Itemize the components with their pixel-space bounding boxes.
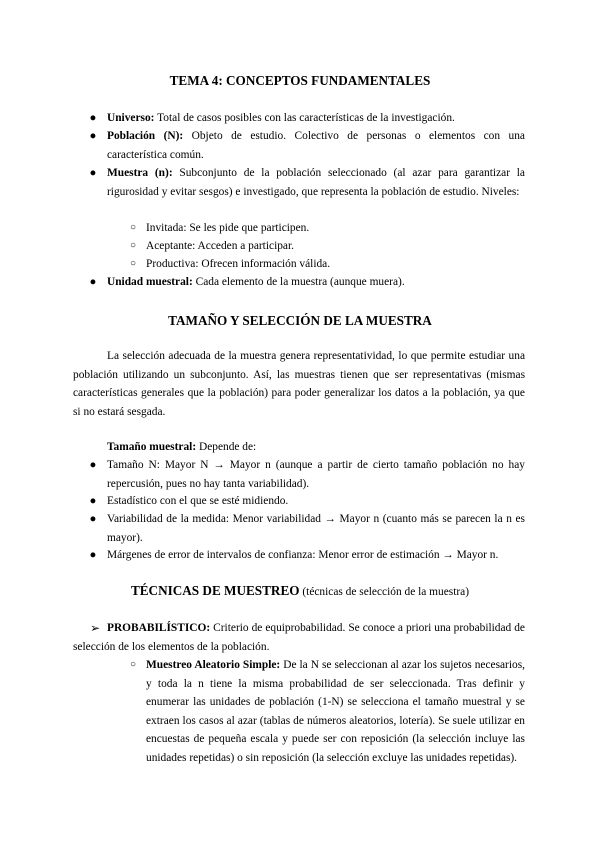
term-unidad-muestral: Unidad muestral: bbox=[107, 276, 193, 288]
list-item bbox=[107, 127, 525, 164]
bullet-icon: ● bbox=[89, 112, 97, 124]
section-title-tamano: TAMAÑO Y SELECCIÓN DE LA MUESTRA bbox=[168, 313, 432, 328]
bullet-icon: ● bbox=[89, 495, 97, 507]
mas-label: Muestreo Aleatorio Simple: bbox=[146, 659, 281, 671]
level-item: Productiva: Ofrecen información válida. bbox=[146, 258, 331, 270]
list-item: Estadístico con el que se esté midiendo. bbox=[107, 495, 289, 507]
bullet-icon: ● bbox=[89, 130, 97, 142]
bullet-icon: ● bbox=[89, 167, 97, 179]
bullet-icon: ● bbox=[89, 276, 97, 288]
list-item bbox=[107, 109, 525, 128]
circle-bullet-icon: ○ bbox=[129, 659, 137, 670]
sample-size-heading bbox=[107, 438, 256, 457]
probabilistic-paragraph bbox=[73, 619, 525, 656]
bullet-icon: ● bbox=[89, 513, 97, 525]
section-title-tecnicas-bold: TÉCNICAS DE MUESTREO bbox=[130, 583, 300, 598]
list-item: Tamaño N: Mayor N → Mayor n (aunque a partir de cierto tamaño población no hay repercusión, pues no hay tanta variabilidad). bbox=[107, 459, 525, 490]
list-item: Márgenes de error de intervalos de confianza: Menor error de estimación → Mayor n. bbox=[107, 549, 499, 561]
mas-text: De la N se seleccionan al azar los sujetos necesarios, y toda la n tiene la misma probabilidad de ser seleccionada. Tras definir y enumerar las unidades de población (1-N) se selecciona el tamaño muestral y se extraen los casos al azar (tablas de números aleatorios, lotería). Se suele utilizar en encuestas de pequeña escala y puede ser con reposición (la selección incluye las unidades repetidas) o sin reposición (la selección excluye las unidades repetidas). bbox=[146, 659, 525, 764]
probabilistic-label: PROBABILÍSTICO: bbox=[107, 622, 211, 634]
term-poblacion: Población (N): bbox=[107, 130, 184, 142]
sample-size-label: Tamaño muestral: bbox=[107, 441, 197, 453]
page-title: TEMA 4: CONCEPTOS FUNDAMENTALES bbox=[169, 73, 431, 88]
circle-bullet-icon: ○ bbox=[129, 258, 137, 269]
probabilistic-text: Criterio de equiprobabilidad. Se conoce a priori una probabilidad de selección de los elementos de la población. bbox=[73, 622, 525, 653]
section-title-tecnicas bbox=[0, 582, 600, 602]
list-item: Variabilidad de la medida: Menor variabilidad → Mayor n (cuanto más se parecen la n es mayor). bbox=[107, 513, 525, 544]
definition-universo: Total de casos posibles con las características de la investigación. bbox=[154, 112, 455, 124]
list-item bbox=[107, 273, 525, 292]
level-item: Invitada: Se les pide que participen. bbox=[146, 222, 310, 234]
circle-bullet-icon: ○ bbox=[129, 222, 137, 233]
definition-poblacion: Objeto de estudio. Colectivo de personas o elementos con una característica común. bbox=[107, 130, 525, 161]
definition-unidad-muestral: Cada elemento de la muestra (aunque muera). bbox=[192, 276, 405, 288]
section-title-tecnicas-note: (técnicas de selección de la muestra) bbox=[299, 586, 470, 598]
definition-muestra: Subconjunto de la población seleccionado (al azar para garantizar la rigurosidad y evitar sesgos) e investigado, que representa la población de estudio. Niveles: bbox=[107, 167, 525, 198]
bullet-icon: ● bbox=[89, 549, 97, 561]
mas-paragraph bbox=[146, 656, 525, 767]
term-universo: Universo: bbox=[107, 112, 155, 124]
term-muestra: Muestra (n): bbox=[107, 167, 173, 179]
level-item: Aceptante: Acceden a participar. bbox=[146, 240, 294, 252]
intro-paragraph: La selección adecuada de la muestra genera representatividad, lo que permite estudiar una población utilizando un subconjunto. Así, las muestras tienen que ser representativas (mismas características generales que la población) para poder generalizar los datos a la población, ya que si no estará sesgada. bbox=[73, 350, 525, 418]
bullet-icon: ● bbox=[89, 459, 97, 471]
circle-bullet-icon: ○ bbox=[129, 240, 137, 251]
arrow-bullet-icon: ➢ bbox=[90, 621, 101, 635]
list-item bbox=[107, 164, 525, 201]
sample-size-text: Depende de: bbox=[196, 441, 257, 453]
